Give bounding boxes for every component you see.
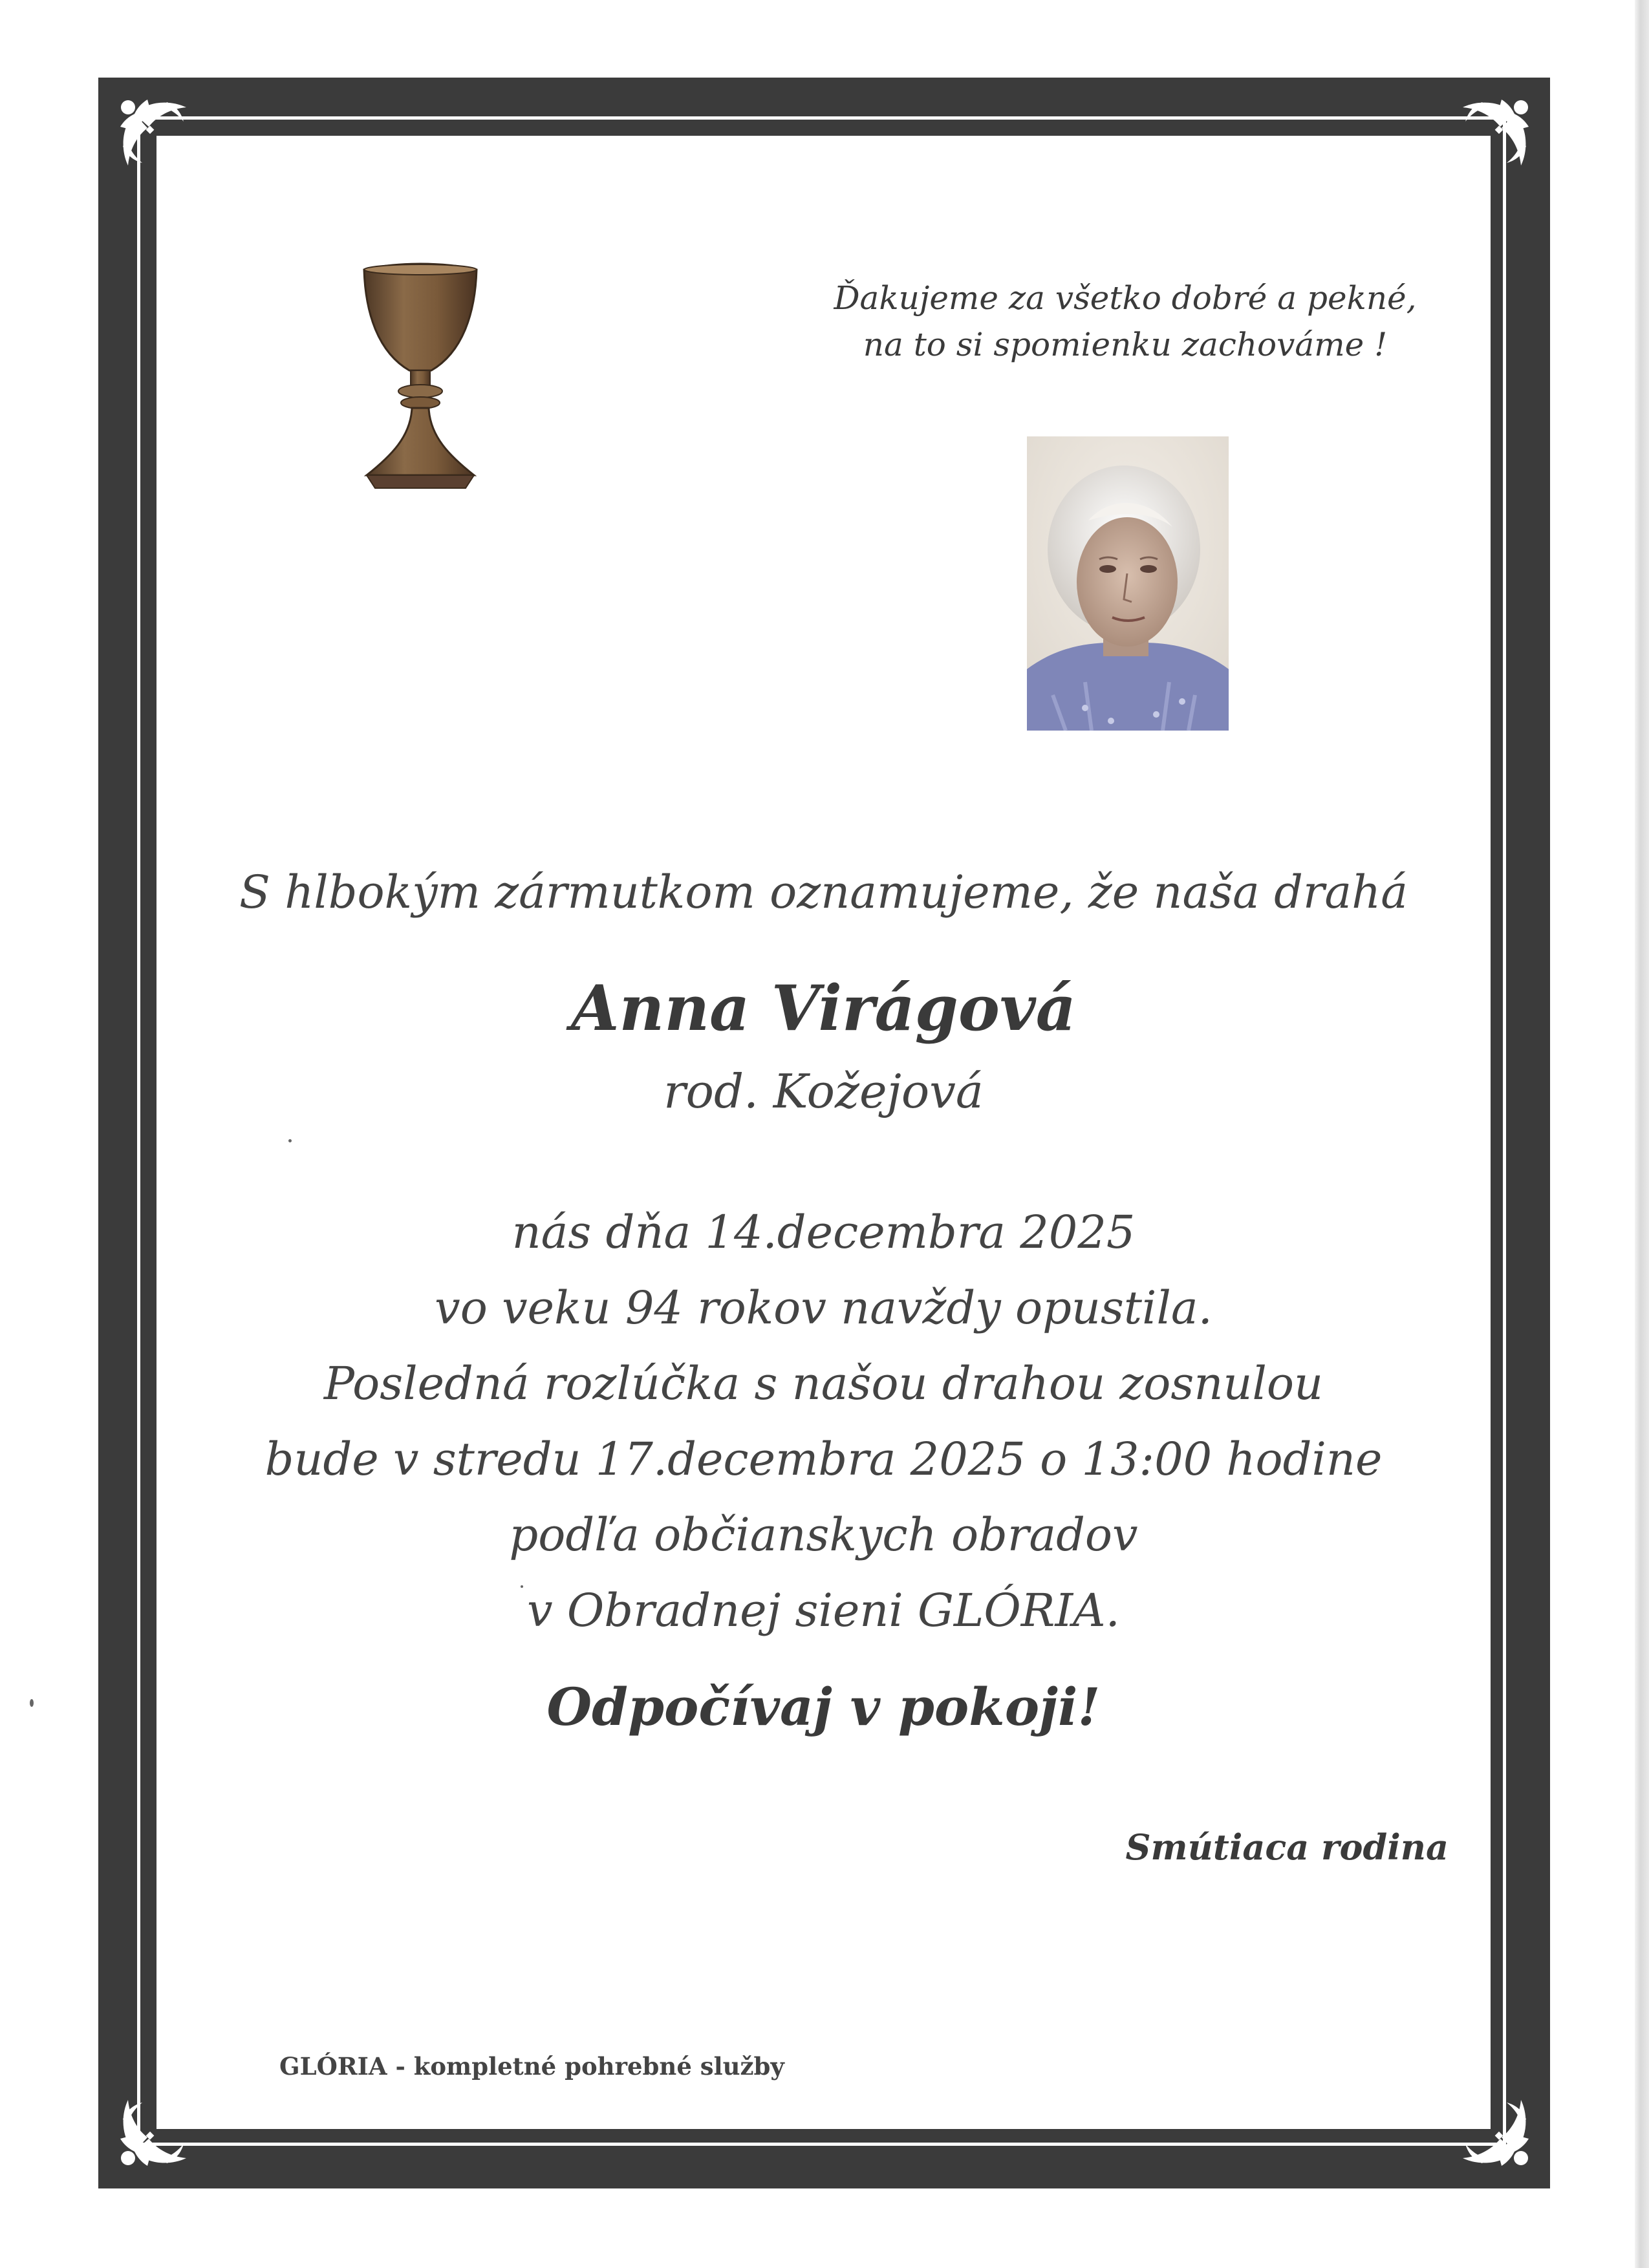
deceased-portrait-photo [1027, 436, 1229, 731]
details-line: nás dňa 14.decembra 2025 [512, 1206, 1136, 1259]
deceased-name: Anna Virágová [571, 972, 1076, 1045]
thanks-note [763, 275, 1487, 368]
thanks-line: Ďakujeme za všetko dobré a pekné, [834, 279, 1417, 317]
details-line: podľa občianskych obradov [509, 1508, 1138, 1561]
chalice-icon [359, 262, 482, 495]
floral-corner-ornament-icon [1443, 2081, 1540, 2177]
scan-speck [30, 1699, 34, 1707]
farewell-text: Odpočívaj v pokoji! [546, 1676, 1101, 1737]
details-line: v Obradnej sieni GLÓRIA. [527, 1584, 1120, 1637]
scan-speck [288, 1139, 292, 1142]
details-line: bude v stredu 17.decembra 2025 o 13:00 hodine [264, 1433, 1383, 1486]
details-line: Posledná rozlúčka s našou drahou zosnulou [323, 1357, 1324, 1410]
thanks-line: na to si spomienku zachováme ! [863, 326, 1388, 363]
scan-speck [521, 1585, 523, 1588]
scan-page-edge [1635, 0, 1649, 2268]
maiden-name: rod. Kožejová [663, 1064, 984, 1118]
signature-text: Smútiaca rodina [1125, 1826, 1449, 1868]
announcement-text: S hlbokým zármutkom oznamujeme, že naša drahá [239, 866, 1408, 919]
floral-corner-ornament-icon [109, 88, 206, 185]
funeral-details [156, 1195, 1491, 1649]
floral-corner-ornament-icon [109, 2081, 206, 2177]
floral-corner-ornament-icon [1443, 88, 1540, 185]
details-line: vo veku 94 rokov navždy opustila. [435, 1281, 1212, 1334]
footer-company: GLÓRIA - kompletné pohrebné služby [279, 2052, 784, 2081]
